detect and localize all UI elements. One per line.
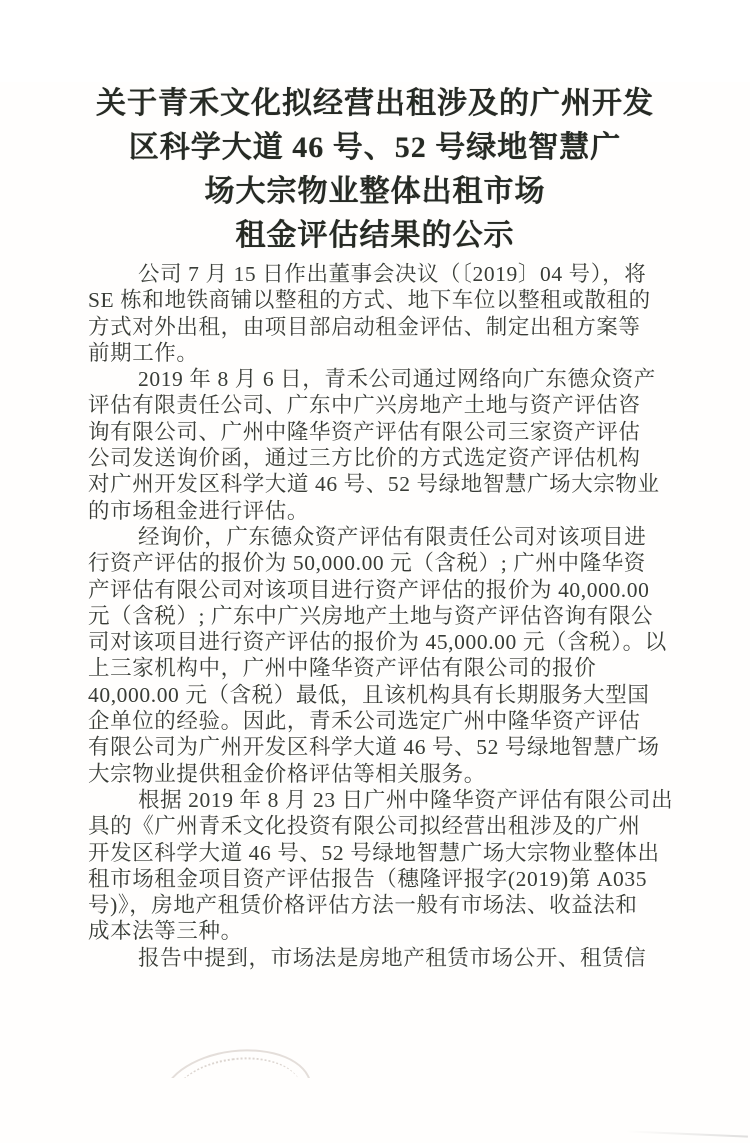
body-line: 2019 年 8 月 6 日，青禾公司通过网络向广东德众资产 (138, 367, 656, 392)
title-line-2: 区科学大道 46 号、52 号绿地智慧广 (128, 131, 622, 164)
body-line: 租市场租金项目资产评估报告（穗隆评报字(2019)第 A035 (88, 866, 648, 891)
body-line: 开发区科学大道 46 号、52 号绿地智慧广场大宗物业整体出 (88, 840, 660, 865)
body-line: 成本法等三种。 (88, 919, 243, 944)
body-line: 具的《广州青禾文化投资有限公司拟经营出租涉及的广州 (88, 814, 641, 839)
body-line: 根据 2019 年 8 月 23 日广州中隆华资产评估有限公司出 (138, 787, 674, 812)
paragraph-appraisal-report (88, 787, 674, 945)
title-line-4: 租金评估结果的公示 (235, 219, 515, 252)
body-line: 公司 7 月 15 日作出董事会决议（〔2019〕04 号），将 (138, 262, 647, 286)
scanned-document-page (0, 82, 750, 1143)
body-line: 上三家机构中，广州中隆华资产评估有限公司的报价 (88, 656, 597, 681)
stamp-arc-outline (158, 1044, 317, 1078)
body-line: 大宗物业提供租金价格评估等相关服务。 (88, 761, 486, 786)
body-line: 方式对外出租，由项目部启动租金评估、制定出租方案等 (88, 314, 641, 339)
body-line: 企单位的经验。因此，青禾公司选定广州中隆华资产评估 (88, 709, 641, 734)
faint-stamp-artifact (158, 1044, 318, 1078)
paragraph-market-method (88, 945, 647, 971)
scan-streak-artifact (626, 1130, 748, 1137)
body-line: 报告中提到，市场法是房地产租赁市场公开、租赁信 (138, 945, 647, 970)
body-line: 产评估有限公司对该项目进行资产评估的报价为 40,000.00 (88, 577, 650, 602)
title-line-1: 关于青禾文化拟经营出租涉及的广州开发 (96, 87, 654, 120)
paragraph-quotation-comparison (88, 524, 667, 787)
body-line: SE 栋和地铁商铺以整租的方式、地下车位以整租或散租的 (88, 288, 651, 313)
body-line: 前期工作。 (88, 340, 199, 365)
body-line: 公司发送询价函，通过三方比价的方式选定资产评估机构 (88, 446, 641, 471)
title-line-3: 场大宗物业整体出租市场 (204, 175, 546, 208)
paragraph-inquiry-letters (88, 366, 660, 524)
body-line: 对广州开发区科学大道 46 号、52 号绿地智慧广场大宗物业 (88, 472, 660, 497)
body-line: 有限公司为广州开发区科学大道 46 号、52 号绿地智慧广场 (88, 735, 660, 760)
body-line: 元（含税）; 广东中广兴房地产土地与资产评估咨询有限公 (88, 603, 654, 628)
document-title (0, 82, 750, 258)
body-line: 询有限公司、广州中隆华资产评估有限公司三家资产评估 (88, 419, 641, 444)
body-line: 行资产评估的报价为 50,000.00 元（含税）; 广州中隆华资 (88, 551, 646, 576)
body-line: 号)》，房地产租赁价格评估方法一般有市场法、收益法和 (88, 893, 638, 918)
body-line: 的市场租金进行评估。 (88, 498, 310, 523)
document-body (88, 261, 674, 971)
body-line: 经询价，广东德众资产评估有限责任公司对该项目进 (138, 524, 647, 549)
body-line: 40,000.00 元（含税）最低，且该机构具有长期服务大型国 (88, 682, 650, 707)
paragraph-board-resolution (88, 261, 651, 366)
body-line: 评估有限责任公司、广东中广兴房地产土地与资产评估咨 (88, 393, 641, 418)
body-line: 司对该项目进行资产评估的报价为 45,000.00 元（含税）。以 (88, 630, 667, 655)
stamp-arc-text-trace (168, 1050, 306, 1078)
